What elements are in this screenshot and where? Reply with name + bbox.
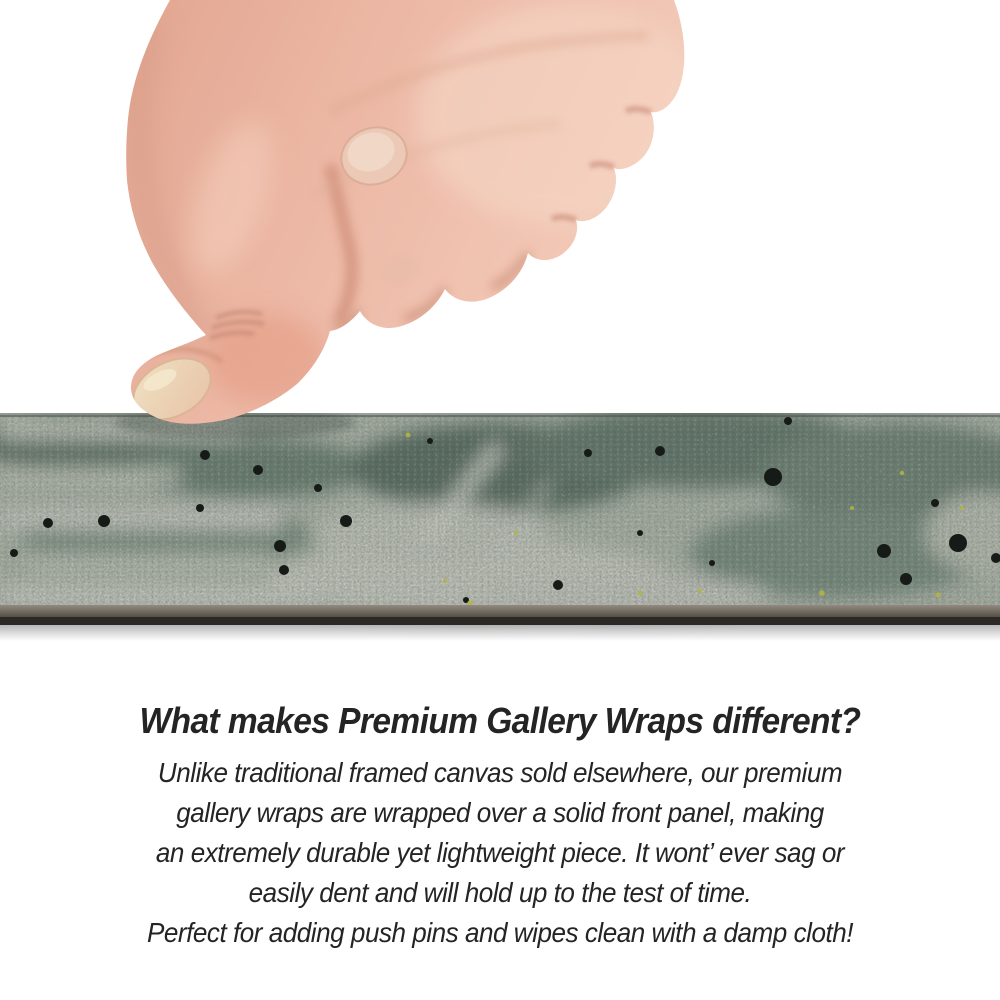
caption [35, 700, 965, 953]
caption-heading: What makes Premium Gallery Wraps different? [139, 700, 861, 741]
caption-body [35, 753, 965, 953]
canvas-shadow [0, 625, 1000, 641]
canvas-noise-dark [0, 415, 1000, 618]
canvas-board-edge [0, 605, 1000, 619]
caption-line: Unlike traditional framed canvas sold elsewhere, our premium [157, 757, 843, 788]
caption-line: easily dent and will hold up to the test of time. [248, 877, 752, 908]
caption-line: Perfect for adding push pins and wipes clean with a damp cloth! [146, 917, 854, 948]
canvas-board-edge-dark [0, 617, 1000, 625]
thumb-flush [208, 314, 328, 406]
canvas-edge-photo [0, 413, 1000, 648]
caption-line: gallery wraps are wrapped over a solid front panel, making [176, 797, 824, 828]
hand-photo [0, 0, 1000, 432]
caption-line: an extremely durable yet lightweight piece. It wont’ ever sag or [155, 837, 845, 868]
